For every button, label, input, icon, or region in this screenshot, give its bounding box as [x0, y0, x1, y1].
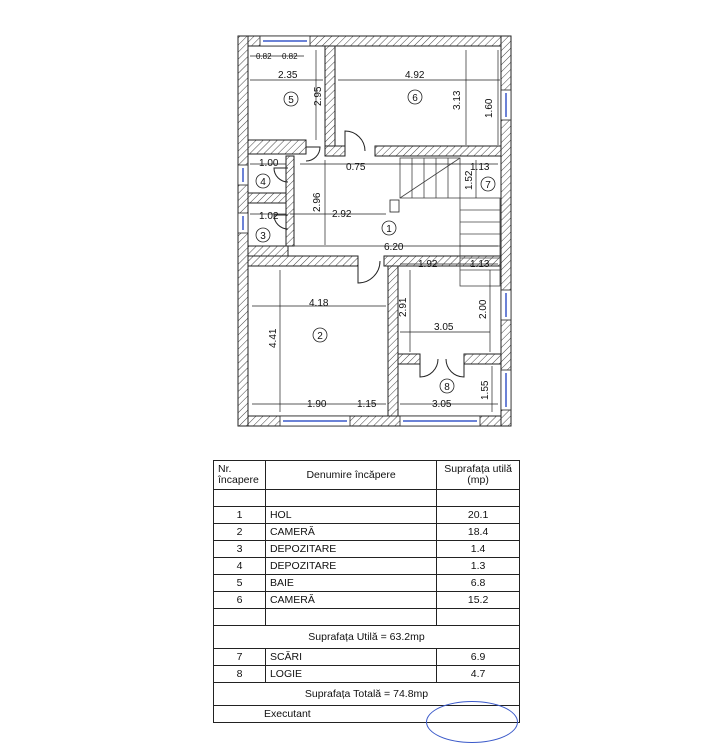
dim-1-13-top: 1.13 — [470, 162, 490, 173]
dim-1-15: 1.15 — [357, 399, 377, 410]
cell-nr: 2 — [214, 524, 266, 541]
cell-nr: 3 — [214, 541, 266, 558]
cell-name: CAMERĂ — [265, 592, 436, 609]
dim-1-55: 1.55 — [480, 380, 491, 400]
dim-4-18: 4.18 — [309, 298, 329, 309]
table-row — [214, 558, 520, 575]
dim-4-92: 4.92 — [405, 70, 425, 81]
dim-3-13: 3.13 — [452, 90, 463, 110]
executant-label: Executant — [214, 706, 520, 723]
cell-area: 1.4 — [437, 541, 520, 558]
room-number-labels — [260, 93, 491, 393]
header-area — [437, 461, 520, 490]
cell-area: 6.8 — [437, 575, 520, 592]
cell-name: DEPOZITARE — [265, 541, 436, 558]
cell-nr: 6 — [214, 592, 266, 609]
cell-area: 1.3 — [437, 558, 520, 575]
dim-2-96: 2.96 — [312, 192, 323, 212]
cell-name: LOGIE — [265, 666, 436, 683]
cell-nr: 1 — [214, 507, 266, 524]
dim-6-20: 6.20 — [384, 242, 404, 253]
table-row — [214, 592, 520, 609]
room-number-6: 6 — [412, 93, 418, 104]
useful-area-total-row — [214, 626, 520, 649]
dim-1-00: 1.00 — [259, 158, 279, 169]
room-number-1: 1 — [386, 224, 392, 235]
table-row — [214, 541, 520, 558]
cell-nr: 8 — [214, 666, 266, 683]
room-number-5: 5 — [288, 95, 294, 106]
cell-name: HOL — [265, 507, 436, 524]
header-nr-line2: încapere — [218, 474, 259, 486]
dim-2-35: 2.35 — [278, 70, 298, 81]
dim-0-82-left: 0.82 — [256, 52, 272, 61]
dim-1-02: 1.02 — [259, 211, 279, 222]
cell-name: CAMERĂ — [265, 524, 436, 541]
header-nr — [214, 461, 266, 490]
cell-area: 4.7 — [437, 666, 520, 683]
header-name: Denumire încăpere — [265, 461, 436, 490]
column-box — [390, 200, 399, 212]
cell-name: BAIE — [265, 575, 436, 592]
dim-3-05-bottom: 3.05 — [432, 399, 452, 410]
room-number-4: 4 — [260, 177, 266, 188]
dim-0-82-right: 0.82 — [282, 52, 298, 61]
header-area-line1: Suprafața utilă — [444, 463, 512, 475]
cell-area: 15.2 — [437, 592, 520, 609]
table-row — [214, 524, 520, 541]
dim-1-52: 1.52 — [464, 170, 475, 190]
table-row — [214, 507, 520, 524]
dim-2-95: 2.95 — [313, 86, 324, 106]
room-area-table — [213, 460, 520, 723]
dim-0-75: 0.75 — [346, 162, 366, 173]
dim-1-60: 1.60 — [484, 98, 495, 118]
cell-nr: 4 — [214, 558, 266, 575]
table-header-row — [214, 461, 520, 490]
room-number-3: 3 — [260, 231, 266, 242]
table-spacer-row — [214, 609, 520, 626]
cell-area: 6.9 — [437, 649, 520, 666]
windows — [238, 36, 511, 426]
useful-area-total: Suprafața Utilă = 63.2mp — [214, 626, 520, 649]
table-row — [214, 575, 520, 592]
table-spacer-row — [214, 490, 520, 507]
total-area: Suprafața Totală = 74.8mp — [214, 683, 520, 706]
outer-walls — [238, 36, 511, 426]
room-number-2: 2 — [317, 331, 323, 342]
header-area-line2: (mp) — [467, 474, 489, 486]
dim-1-90: 1.90 — [307, 399, 327, 410]
dim-3-05-mid: 3.05 — [434, 322, 454, 333]
table-row — [214, 649, 520, 666]
dim-4-41: 4.41 — [268, 328, 279, 348]
dim-1-13-mid: 1.13 — [470, 259, 490, 270]
cell-area: 18.4 — [437, 524, 520, 541]
dim-2-00: 2.00 — [478, 299, 489, 319]
cell-nr: 7 — [214, 649, 266, 666]
cell-area: 20.1 — [437, 507, 520, 524]
doors — [274, 131, 464, 377]
cell-nr: 5 — [214, 575, 266, 592]
header-nr-line1: Nr. — [218, 463, 232, 475]
dim-1-92: 1.92 — [418, 259, 438, 270]
dim-2-91: 2.91 — [398, 297, 409, 317]
table-row — [214, 666, 520, 683]
cell-name: DEPOZITARE — [265, 558, 436, 575]
stamp — [426, 701, 518, 743]
room-number-7: 7 — [485, 180, 491, 191]
cell-name: SCĂRI — [265, 649, 436, 666]
dim-2-92: 2.92 — [332, 209, 352, 220]
room-number-8: 8 — [444, 382, 450, 393]
